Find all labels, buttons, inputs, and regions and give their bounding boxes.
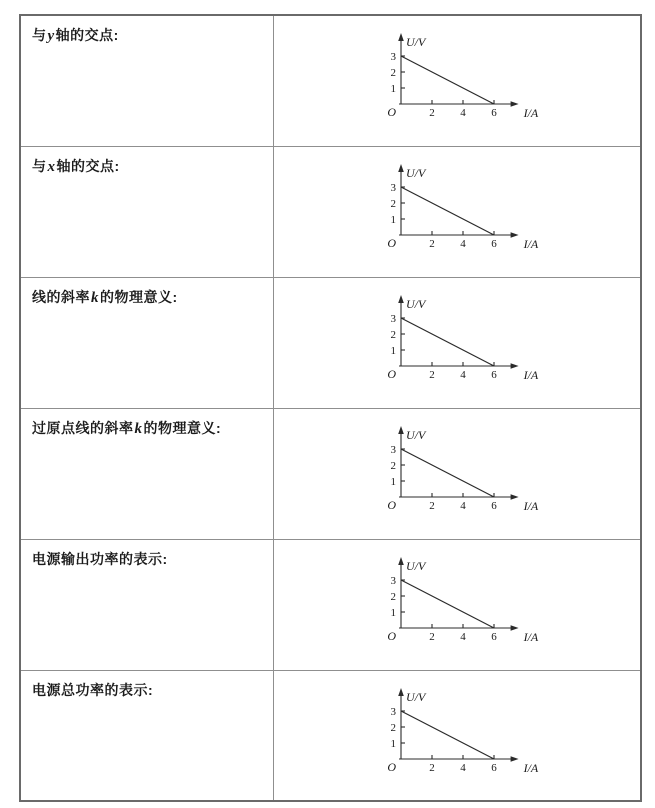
svg-text:3: 3 — [390, 443, 396, 456]
svg-text:4: 4 — [460, 369, 466, 381]
row-label-cell — [20, 539, 274, 670]
label-text: 的物理意义: — [143, 419, 222, 436]
svg-text:U/V: U/V — [406, 35, 426, 50]
svg-text:4: 4 — [460, 500, 466, 512]
label-text: 与 — [32, 157, 47, 174]
svg-text:1: 1 — [390, 213, 396, 226]
label-variable: k — [91, 289, 99, 306]
row-label-cell — [20, 277, 274, 408]
row-label — [32, 27, 119, 43]
svg-text:4: 4 — [460, 761, 466, 774]
table-row — [20, 539, 641, 670]
row-graph-cell — [274, 670, 642, 801]
u-i-graph — [361, 684, 553, 782]
svg-text:2: 2 — [390, 197, 396, 210]
svg-text:O: O — [387, 236, 396, 250]
label-text: 与 — [32, 27, 47, 43]
row-label-cell — [20, 15, 274, 146]
label-text: 线的斜率 — [32, 288, 90, 305]
svg-text:1: 1 — [390, 344, 396, 357]
svg-text:6: 6 — [491, 107, 497, 120]
svg-text:2: 2 — [429, 631, 435, 643]
svg-text:O: O — [387, 105, 396, 120]
row-label — [32, 158, 120, 174]
svg-text:6: 6 — [491, 631, 497, 643]
svg-text:1: 1 — [390, 475, 396, 488]
svg-text:U/V: U/V — [406, 297, 426, 311]
svg-text:I/A: I/A — [523, 368, 539, 382]
u-i-graph — [361, 29, 553, 127]
svg-text:U/V: U/V — [406, 166, 426, 180]
u-i-graph — [361, 553, 553, 651]
table-row — [20, 408, 641, 539]
svg-text:2: 2 — [429, 369, 435, 381]
svg-text:6: 6 — [491, 500, 497, 512]
svg-text:2: 2 — [390, 328, 396, 341]
label-variable: y — [47, 28, 55, 44]
row-graph-cell — [274, 277, 642, 408]
svg-text:6: 6 — [491, 369, 497, 381]
row-label — [32, 682, 153, 698]
svg-text:I/A: I/A — [523, 106, 539, 121]
worksheet-table — [19, 14, 642, 802]
row-label — [32, 289, 178, 305]
svg-text:1: 1 — [390, 606, 396, 619]
svg-text:U/V: U/V — [406, 689, 426, 704]
table-row — [20, 146, 641, 277]
svg-text:1: 1 — [390, 83, 396, 96]
svg-text:U/V: U/V — [406, 428, 426, 442]
svg-text:6: 6 — [491, 761, 497, 774]
svg-text:O: O — [387, 629, 396, 643]
svg-text:2: 2 — [390, 67, 396, 80]
svg-text:3: 3 — [390, 312, 396, 325]
row-label-cell — [20, 670, 274, 801]
label-variable: x — [47, 158, 56, 175]
label-text: 电源输出功率的表示: — [32, 550, 168, 567]
svg-text:3: 3 — [390, 705, 396, 718]
svg-text:3: 3 — [390, 51, 396, 64]
row-label — [32, 420, 221, 436]
row-graph-cell — [274, 539, 642, 670]
svg-text:O: O — [387, 759, 396, 774]
svg-text:I/A: I/A — [523, 630, 539, 644]
svg-text:4: 4 — [460, 631, 466, 643]
row-label — [32, 551, 168, 567]
svg-text:2: 2 — [429, 107, 435, 120]
label-text: 过原点线的斜率 — [32, 419, 134, 436]
u-i-graph — [361, 291, 553, 389]
row-graph-cell — [274, 408, 642, 539]
svg-text:4: 4 — [460, 238, 466, 250]
label-text: 轴的交点: — [55, 27, 119, 43]
row-graph-cell — [274, 15, 642, 146]
label-text: 轴的交点: — [56, 157, 120, 174]
table-row — [20, 15, 641, 146]
svg-text:2: 2 — [390, 721, 396, 734]
row-graph-cell — [274, 146, 642, 277]
svg-text:3: 3 — [390, 181, 396, 194]
label-text: 的物理意义: — [100, 288, 178, 305]
svg-text:O: O — [387, 367, 396, 381]
row-label-cell — [20, 146, 274, 277]
svg-text:2: 2 — [390, 459, 396, 472]
svg-text:O: O — [387, 498, 396, 512]
svg-text:I/A: I/A — [523, 760, 539, 775]
label-text: 电源总功率的表示: — [32, 681, 154, 698]
svg-text:I/A: I/A — [523, 499, 539, 513]
table-row — [20, 277, 641, 408]
label-variable: k — [134, 420, 143, 437]
row-label-cell — [20, 408, 274, 539]
svg-text:1: 1 — [390, 737, 396, 750]
svg-text:2: 2 — [429, 500, 435, 512]
u-i-graph — [361, 160, 553, 258]
svg-text:2: 2 — [390, 590, 396, 603]
svg-text:6: 6 — [491, 238, 497, 250]
svg-text:4: 4 — [460, 107, 466, 120]
svg-text:2: 2 — [429, 761, 435, 774]
table-row — [20, 670, 641, 801]
svg-text:U/V: U/V — [406, 559, 426, 573]
svg-text:I/A: I/A — [523, 237, 539, 251]
svg-text:3: 3 — [390, 574, 396, 587]
u-i-graph — [361, 422, 553, 520]
svg-text:2: 2 — [429, 238, 435, 250]
